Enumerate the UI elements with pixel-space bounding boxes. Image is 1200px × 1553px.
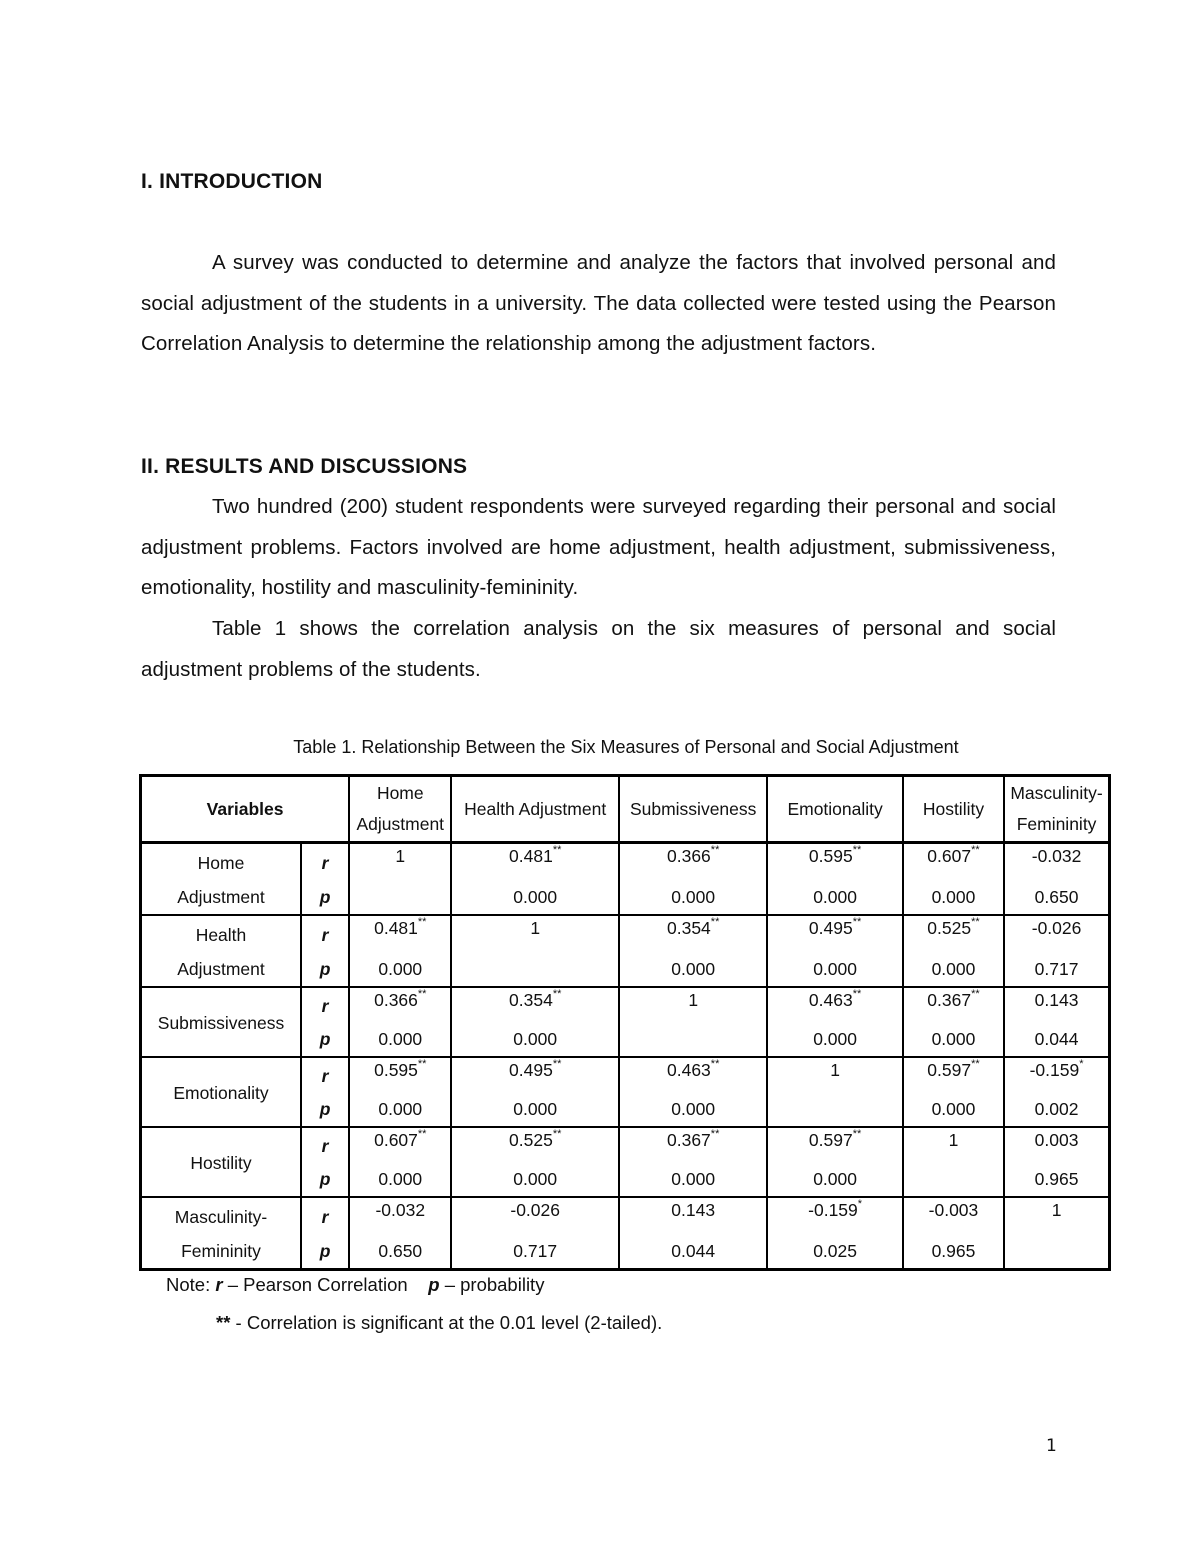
significance-marker: * <box>1079 1058 1084 1070</box>
r-value: -0.032 <box>375 1200 426 1220</box>
r-value: 1 <box>688 990 699 1010</box>
p-value: 0.000 <box>903 1023 1004 1057</box>
r-value: 1 <box>1051 1200 1062 1220</box>
p-value: 0.000 <box>451 1093 619 1127</box>
r-value-cell <box>767 915 902 952</box>
significance-marker: ** <box>971 1058 980 1070</box>
results-paragraph-2: Table 1 shows the correlation analysis on the six measures of personal and social adjustment problems of the students. <box>141 617 1056 681</box>
p-label: p <box>301 1023 349 1057</box>
p-value: 0.000 <box>767 952 902 987</box>
r-value: 0.597 <box>927 1060 972 1080</box>
r-value: 0.595 <box>808 846 853 866</box>
r-value: 0.463 <box>808 990 853 1010</box>
significance-marker: ** <box>710 844 720 856</box>
note-r-symbol: r <box>215 1274 223 1295</box>
p-value: 0.000 <box>619 1093 767 1127</box>
note-r-text: – Pearson Correlation <box>227 1274 408 1295</box>
p-value: 0.000 <box>903 1093 1004 1127</box>
row-variable-name-text: Home <box>197 853 245 873</box>
p-value: 0.025 <box>767 1234 902 1269</box>
table-row-r <box>141 987 1110 1023</box>
correlation-table <box>139 774 1111 1271</box>
column-header <box>619 776 767 843</box>
significance-marker: ** <box>417 1128 427 1140</box>
p-value: 0.000 <box>451 1163 619 1197</box>
row-variable-name <box>141 1197 301 1270</box>
r-value-cell <box>451 915 619 952</box>
r-value-cell <box>903 1127 1004 1163</box>
r-value: 0.366 <box>374 990 418 1010</box>
p-value: 0.000 <box>619 880 767 915</box>
p-value: 0.000 <box>767 880 902 915</box>
row-variable-name-text: Adjustment <box>177 887 265 907</box>
significance-note <box>216 1312 662 1334</box>
r-value: -0.003 <box>928 1200 979 1220</box>
p-value <box>1004 1234 1109 1269</box>
r-value: 1 <box>948 1130 959 1150</box>
p-value: 0.000 <box>903 952 1004 987</box>
column-header-text: Masculinity- <box>1010 783 1103 803</box>
r-value-cell <box>619 987 767 1023</box>
p-value: 0.000 <box>349 1093 451 1127</box>
r-value-cell <box>903 915 1004 952</box>
introduction-paragraph: A survey was conducted to determine and analyze the factors that involved personal and social adjustment of the students in a university. The data collected were tested using the Pearson Correlation Analysis to determine the relationship among the adjustment factors. <box>141 251 1056 355</box>
significance-marker: ** <box>710 916 720 928</box>
column-header <box>349 776 451 843</box>
significance-marker: ** <box>852 844 862 856</box>
column-header-text: Adjustment <box>356 814 445 834</box>
r-value-cell <box>1004 1197 1109 1234</box>
table-row-r <box>141 915 1110 952</box>
column-header-text: Home <box>376 783 424 803</box>
r-value: 0.607 <box>927 846 972 866</box>
p-value: 0.000 <box>349 952 451 987</box>
column-header-text: Hostility <box>922 798 985 819</box>
column-header <box>767 776 902 843</box>
significance-marker: ** <box>216 1312 231 1333</box>
r-value: -0.159 <box>808 1200 858 1220</box>
significance-text: - Correlation is significant at the 0.01 level (2-tailed). <box>235 1312 663 1333</box>
p-value: 0.965 <box>1004 1163 1109 1197</box>
r-value: -0.026 <box>1031 918 1082 938</box>
r-value-cell <box>619 1127 767 1163</box>
p-label: p <box>301 952 349 987</box>
r-value: 0.495 <box>509 1060 553 1080</box>
column-header <box>903 776 1004 843</box>
p-value: 0.002 <box>1004 1093 1109 1127</box>
r-value: 0.525 <box>509 1130 553 1150</box>
p-value: 0.000 <box>349 1163 451 1197</box>
significance-marker: ** <box>971 988 980 1000</box>
row-variable-name <box>141 1127 301 1197</box>
p-label: p <box>301 1163 349 1197</box>
significance-marker: ** <box>852 988 862 1000</box>
p-value: 0.000 <box>619 952 767 987</box>
r-value-cell <box>451 843 619 881</box>
r-value: 0.481 <box>374 918 418 938</box>
r-value: 0.367 <box>927 990 972 1010</box>
p-value <box>903 1163 1004 1197</box>
r-value: 0.367 <box>667 1130 711 1150</box>
p-value: 0.044 <box>1004 1023 1109 1057</box>
p-value: 0.000 <box>619 1163 767 1197</box>
r-value: 0.463 <box>667 1060 711 1080</box>
section-heading-results: II. RESULTS AND DISCUSSIONS <box>141 455 468 478</box>
significance-marker: ** <box>852 916 862 928</box>
p-value <box>349 880 451 915</box>
column-header <box>1004 776 1109 843</box>
p-value: 0.000 <box>349 1023 451 1057</box>
r-value: 0.495 <box>808 918 853 938</box>
r-value: 0.597 <box>808 1130 853 1150</box>
significance-marker: ** <box>971 844 980 856</box>
r-value-cell <box>1004 843 1109 881</box>
p-value: 0.650 <box>1004 880 1109 915</box>
r-value: 1 <box>830 1060 840 1080</box>
p-label: p <box>301 1093 349 1127</box>
row-variable-name-text: Emotionality <box>173 1083 269 1103</box>
r-value-cell <box>767 843 902 881</box>
r-value-cell <box>903 1197 1004 1234</box>
table-row-r <box>141 1057 1110 1093</box>
p-value <box>619 1023 767 1057</box>
r-label: r <box>301 843 349 881</box>
p-value: 0.000 <box>767 1163 902 1197</box>
r-value-cell <box>349 987 451 1023</box>
row-variable-name-text: Hostility <box>190 1153 252 1173</box>
table-row-r <box>141 1127 1110 1163</box>
r-value: 0.003 <box>1034 1130 1079 1150</box>
significance-marker: ** <box>552 844 562 856</box>
p-value: 0.000 <box>451 880 619 915</box>
r-value-cell <box>451 1057 619 1093</box>
r-value-cell <box>767 987 902 1023</box>
p-value: 0.000 <box>767 1023 902 1057</box>
p-value <box>767 1093 902 1127</box>
r-value-cell <box>619 843 767 881</box>
r-value: -0.032 <box>1031 846 1082 866</box>
r-value-cell <box>619 1057 767 1093</box>
column-header-text: Femininity <box>1016 814 1097 834</box>
r-value-cell <box>903 843 1004 881</box>
p-value: 0.717 <box>451 1234 619 1269</box>
table-header-row <box>141 776 1110 843</box>
r-value: 0.143 <box>671 1200 716 1220</box>
section-heading-introduction: I. INTRODUCTION <box>141 170 323 193</box>
p-value: 0.044 <box>619 1234 767 1269</box>
r-value-cell <box>349 1197 451 1234</box>
r-value: 0.481 <box>509 846 553 866</box>
note-p-symbol: p <box>428 1274 440 1295</box>
note-p-text: – probability <box>444 1274 545 1295</box>
r-label: r <box>301 1127 349 1163</box>
r-value: 0.366 <box>667 846 711 866</box>
table-caption: Table 1. Relationship Between the Six Measures of Personal and Social Adjustment <box>293 737 959 757</box>
r-value-cell <box>1004 915 1109 952</box>
r-label: r <box>301 915 349 952</box>
r-value-cell <box>767 1057 902 1093</box>
r-value: 0.525 <box>927 918 972 938</box>
row-variable-name <box>141 987 301 1057</box>
r-value-cell <box>349 1127 451 1163</box>
r-value-cell <box>349 843 451 881</box>
page-number: 1 <box>1046 1436 1057 1456</box>
p-value <box>451 952 619 987</box>
p-label: p <box>301 880 349 915</box>
significance-marker: ** <box>552 1058 562 1070</box>
row-variable-name-text: Femininity <box>181 1241 261 1261</box>
p-value: 0.000 <box>451 1023 619 1057</box>
table-row-r <box>141 843 1110 881</box>
note-prefix: Note: <box>166 1274 211 1295</box>
column-header-text: Submissiveness <box>629 798 757 819</box>
significance-marker: ** <box>710 1128 720 1140</box>
r-value: 0.607 <box>374 1130 418 1150</box>
r-value: 0.354 <box>667 918 711 938</box>
results-paragraph-1: Two hundred (200) student respondents were surveyed regarding their personal and social adjustment problems. Factors involved are home adjustment, health adjustment, submissiveness, emotionality, hostility and masculinity-femininity. <box>141 495 1056 599</box>
r-value-cell <box>1004 987 1109 1023</box>
significance-marker: ** <box>971 916 980 928</box>
r-value-cell <box>903 987 1004 1023</box>
p-value: 0.965 <box>903 1234 1004 1269</box>
row-variable-name-text: Masculinity- <box>174 1207 268 1227</box>
r-value-cell <box>451 1127 619 1163</box>
row-variable-name-text: Submissiveness <box>157 1013 285 1033</box>
column-header-variables: Variables <box>141 776 350 843</box>
r-value-cell <box>903 1057 1004 1093</box>
r-value-cell <box>451 1197 619 1234</box>
r-value: 0.143 <box>1034 990 1079 1010</box>
significance-marker: ** <box>417 1058 427 1070</box>
r-value: 1 <box>530 918 541 938</box>
r-value-cell <box>767 1127 902 1163</box>
row-variable-name <box>141 843 301 916</box>
p-value: 0.650 <box>349 1234 451 1269</box>
row-variable-name <box>141 1057 301 1127</box>
row-variable-name <box>141 915 301 987</box>
r-value: -0.026 <box>510 1200 560 1220</box>
r-value-cell <box>619 915 767 952</box>
r-label: r <box>301 1197 349 1234</box>
significance-marker: ** <box>710 1058 720 1070</box>
significance-marker: ** <box>552 988 562 1000</box>
table-note <box>166 1274 544 1296</box>
r-value-cell <box>619 1197 767 1234</box>
significance-marker: ** <box>552 1128 562 1140</box>
p-value: 0.000 <box>903 880 1004 915</box>
r-value-cell <box>1004 1127 1109 1163</box>
column-header-text: Health Adjustment <box>464 798 607 819</box>
r-value-cell <box>1004 1057 1109 1093</box>
significance-marker: * <box>857 1198 863 1210</box>
table-row-r <box>141 1197 1110 1234</box>
significance-marker: ** <box>417 988 427 1000</box>
r-value-cell <box>451 987 619 1023</box>
r-label: r <box>301 987 349 1023</box>
r-value: 0.595 <box>374 1060 418 1080</box>
r-value: -0.159 <box>1029 1060 1080 1080</box>
p-label: p <box>301 1234 349 1269</box>
table-body <box>141 843 1110 1270</box>
significance-marker: ** <box>417 916 427 928</box>
significance-marker: ** <box>852 1128 862 1140</box>
r-value-cell <box>767 1197 902 1234</box>
r-value: 0.354 <box>509 990 553 1010</box>
column-header-text: Emotionality <box>787 798 883 819</box>
r-value-cell <box>349 915 451 952</box>
column-header <box>451 776 619 843</box>
p-value: 0.717 <box>1004 952 1109 987</box>
r-label: r <box>301 1057 349 1093</box>
row-variable-name-text: Adjustment <box>177 959 265 979</box>
r-value-cell <box>349 1057 451 1093</box>
r-value: 1 <box>395 846 406 866</box>
row-variable-name-text: Health <box>195 925 247 945</box>
